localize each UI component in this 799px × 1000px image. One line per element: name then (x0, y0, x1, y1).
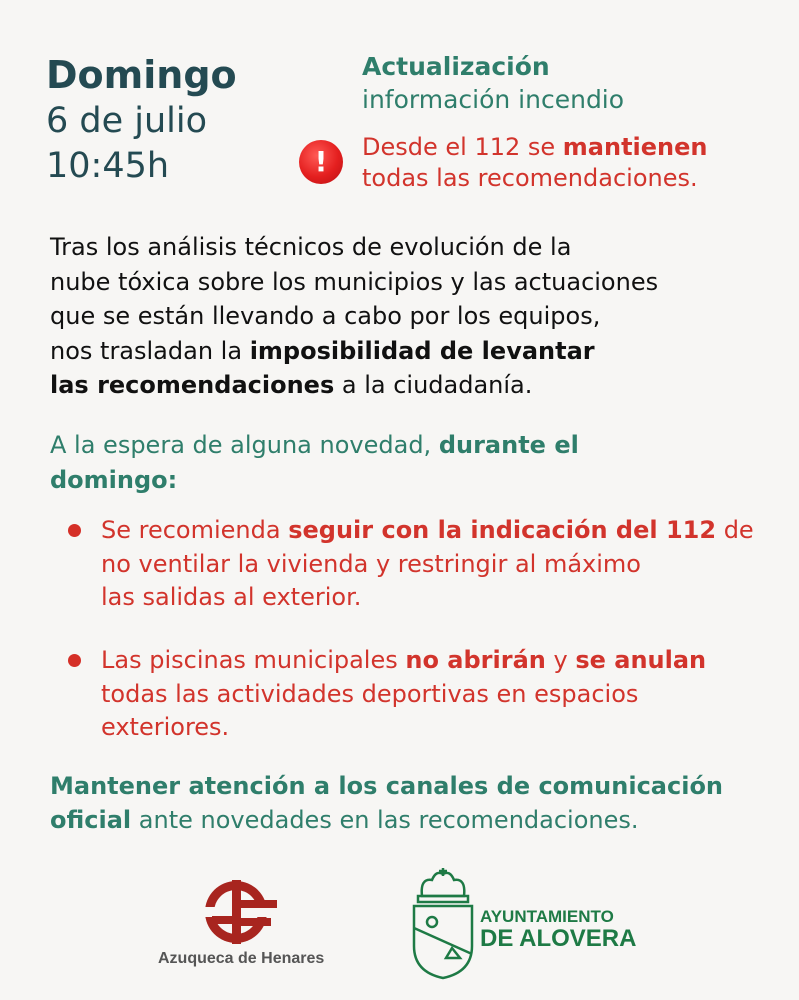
bullet-bold: se anulan (575, 646, 707, 674)
intro-line5-text: a la ciudadanía. (334, 371, 533, 400)
alovera-name-line2: DE ALOVERA (480, 925, 637, 952)
footer-note-text: ante novedades en las recomendaciones. (131, 805, 639, 834)
update-title: Actualización (362, 52, 550, 81)
intro-line: Tras los análisis técnicos de evolución de la (50, 233, 572, 261)
footer-note-bold: Mantener atención a los canales de comunicación (50, 772, 724, 800)
bullet-bold: no abrirán (405, 646, 546, 674)
bullet-text: Se recomienda (101, 516, 289, 544)
intro-line: que se están llevando a cabo por los equipos, (50, 302, 601, 331)
footer-note-bold: oficial (50, 805, 132, 834)
wait-line1-text: A la espera de alguna novedad, (50, 431, 439, 459)
intro-line4-text: nos trasladan la (50, 336, 250, 365)
wait-line2-bold: domingo: (50, 465, 178, 494)
bullet-bold: seguir con la indicación del 112 (288, 516, 717, 544)
intro-line5-bold: las recomendaciones (50, 371, 335, 400)
bullet-dot-icon (68, 654, 81, 667)
bullet-line: las salidas al exterior. (101, 583, 362, 612)
alert-line1-text: Desde el 112 se (362, 133, 563, 161)
bullet-text: Las piscinas municipales (101, 646, 406, 674)
bullet-text: de (716, 516, 754, 544)
date-text: 6 de julio (46, 101, 208, 141)
bullet-line: no ventilar la vivienda y restringir al máximo (101, 549, 641, 578)
wait-paragraph (50, 428, 579, 497)
alert-line1-bold: mantienen (562, 133, 708, 161)
time-text: 10:45h (46, 146, 170, 186)
exclamation-icon: ! (299, 140, 343, 184)
day-title: Domingo (46, 53, 237, 97)
intro-line4-bold: imposibilidad de levantar (249, 336, 595, 365)
bullet-line: todas las actividades deportivas en espacios (101, 679, 639, 708)
alovera-name-line1: AYUNTAMIENTO (480, 907, 614, 926)
intro-paragraph (50, 230, 658, 403)
wait-line1-bold: durante el (438, 431, 579, 459)
bullet-dot-icon (68, 524, 81, 537)
azuqueca-name: Azuqueca de Henares (158, 950, 325, 967)
alert-line2: todas las recomendaciones. (362, 164, 698, 193)
alovera-coat-of-arms (408, 868, 478, 980)
azuqueca-logo (168, 876, 298, 946)
intro-line: nube tóxica sobre los municipios y las actuaciones (50, 267, 659, 296)
footer-note (50, 770, 723, 837)
alert-message (362, 132, 708, 194)
bullet-line: exteriores. (101, 713, 230, 742)
update-subtitle: información incendio (362, 85, 625, 114)
bullet-text: y (545, 646, 576, 674)
